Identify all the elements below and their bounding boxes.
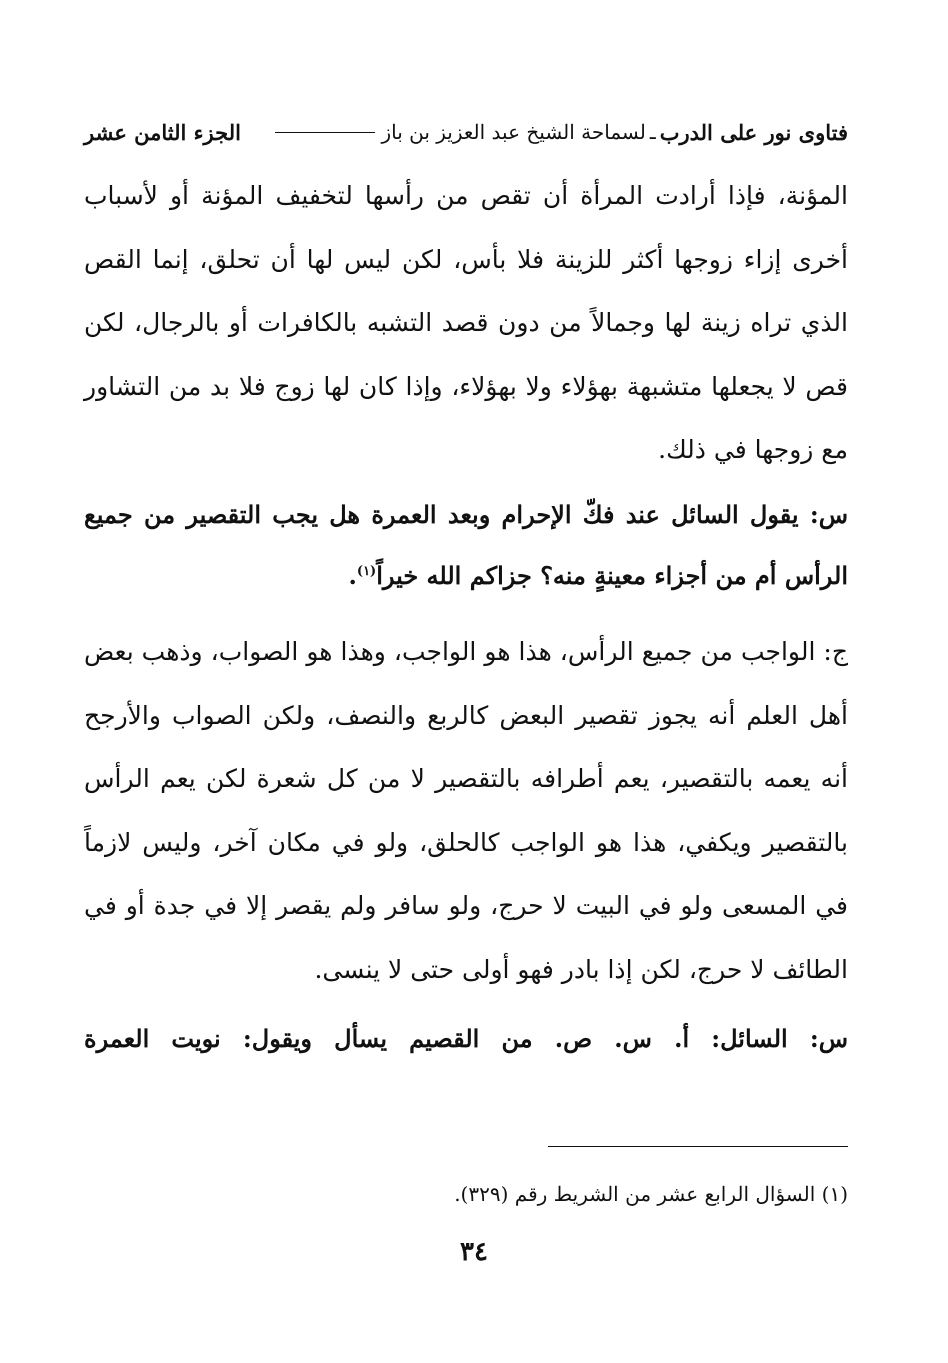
footnote-separator: [548, 1146, 848, 1147]
question-1-end: .: [348, 561, 357, 590]
header-dash: ـ: [649, 120, 656, 144]
footnote-marker: (١): [356, 564, 377, 579]
book-title: فتاوى نور على الدرب: [659, 119, 848, 145]
question-1-text: س: يقول السائل عند فكّ الإحرام وبعد العمرة هل يجب التقصير من جميع الرأس أم من أجزاء معينةٍ منه؟ جزاكم الله خيراً: [84, 500, 848, 590]
part-label: الجزء الثامن عشر: [84, 119, 241, 145]
header-rule: [275, 132, 375, 133]
paragraph-continuation: المؤنة، فإذا أرادت المرأة أن تقص من رأسها لتخفيف المؤنة أو لأسباب أخرى إزاء زوجها أكثر للزينة فلا بأس، لكن ليس لها أن تحلق، إنما القص الذي تراه زينة لها وجمالاً من دون قصد التشبه بالكافرات أو بالرجال، لكن قص لا يجعلها متشبهة بهؤلاء ولا بهؤلاء، وإذا كان لها زوج فلا بد من التشاور مع زوجها في ذلك.: [84, 181, 848, 464]
answer-1: ج: الواجب من جميع الرأس، هذا هو الواجب، وهذا هو الصواب، وذهب بعض أهل العلم أنه يجوز تقصير البعض كالربع والنصف، ولكن الصواب والأرجح أنه يعمه بالتقصير، يعم أطرافه بالتقصير لا من كل شعرة لكن يعم الرأس بالتقصير ويكفي، هذا هو الواجب كالحلق، ولو في مكان آخر، وليس لازماً في المسعى ولو في البيت لا حرج، ولو سافر ولم يقصر إلا في جدة أو في الطائف لا حرج، لكن إذا بادر فهو أولى حتى لا ينسى.: [84, 637, 848, 984]
footnote: (١) السؤال الرابع عشر من الشريط رقم (٣٢٩).: [454, 1182, 848, 1206]
question-1: [84, 484, 848, 606]
running-header: [84, 112, 848, 152]
question-2: س: السائل: أ. س. ص. من القصيم يسأل ويقول: نويت العمرة: [84, 1024, 848, 1053]
author-name: لسماحة الشيخ عبد العزيز بن باز: [381, 120, 646, 144]
page-number: ٣٤: [460, 1237, 488, 1267]
